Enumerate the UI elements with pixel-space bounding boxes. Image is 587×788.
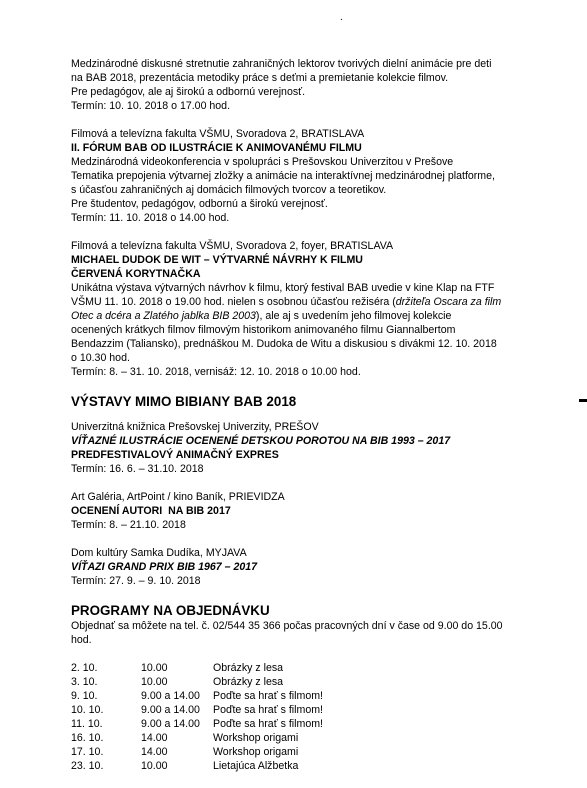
schedule-title: Lietajúca Alžbetka	[213, 760, 299, 772]
programs-schedule	[71, 661, 323, 773]
schedule-title: Poďte sa hrať s filmom!	[213, 690, 323, 702]
table-row	[71, 689, 323, 703]
schedule-date: 17. 10.	[71, 746, 104, 758]
table-row	[71, 717, 323, 731]
dudok-title-2: ČERVENÁ KORYTNAČKA	[71, 268, 201, 280]
dudok-title-1: MICHAEL DUDOK DE WIT – VÝTVARNÉ NÁVRHY K FILMU	[71, 254, 363, 266]
forum-term: Termín: 11. 10. 2018 o 14.00 hod.	[71, 212, 230, 224]
exhibition-title: VÍŤAZI GRAND PRIX BIB 1967 – 2017	[71, 561, 258, 573]
schedule-date: 2. 10.	[71, 662, 98, 674]
schedule-time: 14.00	[141, 732, 168, 744]
dudok-line-2-text: VŠMU 11. 10. 2018 o 19.00 hod. nielen s osobnou účasťou režiséra (	[71, 296, 396, 308]
dudok-line-5: Bendazzim (Taliansko), prednáškou M. Dudoka de Witu a diskusiou s divákmi 12. 10. 2018	[71, 338, 497, 350]
exhibition-venue: Dom kultúry Samka Dudíka, MYJAVA	[71, 547, 247, 559]
schedule-time: 9.00 a 14.00	[141, 718, 200, 730]
table-row	[71, 731, 323, 745]
exhibition-title: VÍŤAZNÉ ILUSTRÁCIE OCENENÉ DETSKOU POROTOU NA BIB 1993 – 2017	[71, 435, 451, 447]
exhibition-subtitle: PREDFESTIVALOVÝ ANIMAČNÝ EXPRES	[71, 449, 279, 461]
table-row	[71, 661, 323, 675]
schedule-time: 10.00	[141, 676, 168, 688]
programs-heading: PROGRAMY NA OBJEDNÁVKU	[71, 603, 270, 618]
schedule-date: 11. 10.	[71, 718, 103, 730]
schedule-title: Obrázky z lesa	[213, 676, 284, 688]
exhibition-prievidza	[71, 490, 576, 532]
table-row	[71, 703, 323, 717]
dudok-line-2	[71, 295, 576, 309]
intro-block	[71, 57, 576, 113]
schedule-title: Obrázky z lesa	[213, 662, 284, 674]
schedule-date: 9. 10.	[71, 690, 98, 702]
schedule-date: 10. 10.	[71, 704, 104, 716]
programs-line-2: hod.	[71, 634, 92, 646]
exhibition-presov	[71, 420, 576, 476]
forum-block	[71, 127, 576, 225]
schedule-title: Workshop origami	[213, 746, 299, 758]
dudok-line-6: o 10.30 hod.	[71, 352, 130, 364]
exhibition-venue: Art Galéria, ArtPoint / kino Baník, PRIEVIDZA	[71, 491, 285, 503]
exhibition-myjava	[71, 546, 576, 588]
intro-line-1: Medzinárodné diskusné stretnutie zahraničných lektorov tvorivých dielní animácie pre deti	[71, 58, 492, 70]
dudok-term: Termín: 8. – 31. 10. 2018, vernisáž: 12. 10. 2018 o 10.00 hod.	[71, 366, 361, 378]
dudok-line-3-italic: Otec a dcéra a Zlatého jablka BIB 2003	[71, 310, 256, 322]
exhibition-venue: Univerzitná knižnica Prešovskej Univerzity, PREŠOV	[71, 421, 319, 433]
table-row	[71, 675, 323, 689]
schedule-title: Workshop origami	[213, 732, 299, 744]
schedule-time: 10.00	[141, 662, 168, 674]
forum-line-2: Tematika prepojenia výtvarnej zložky a animácie na interaktívnej medzinárodnej platforme,	[71, 170, 495, 182]
exhibitions-heading: VÝSTAVY MIMO BIBIANY BAB 2018	[71, 394, 297, 409]
intro-line-2: na BAB 2018, prezentácia metodiky práce s deťmi a premietanie kolekcie filmov.	[71, 72, 449, 84]
dudok-venue: Filmová a televízna fakulta VŠMU, Svoradova 2, foyer, BRATISLAVA	[71, 240, 394, 252]
dudok-line-1: Unikátna výstava výtvarných návrhov k filmu, ktorý festival BAB uvedie v kine Klap na FTF	[71, 282, 495, 294]
programs-line-1: Objednať sa môžete na tel. č. 02/544 35 366 počas pracovných dní v čase od 9.00 do 15.00	[71, 620, 503, 632]
intro-term: Termín: 10. 10. 2018 o 17.00 hod.	[71, 100, 231, 112]
forum-line-3: s účasťou zahraničných aj domácich filmových tvorcov a teoretikov.	[71, 184, 387, 196]
schedule-title: Poďte sa hrať s filmom!	[213, 704, 323, 716]
dudok-line-3	[71, 309, 576, 323]
exhibition-term: Termín: 16. 6. – 31.10. 2018	[71, 463, 204, 475]
table-row	[71, 759, 323, 773]
schedule-time: 14.00	[141, 746, 168, 758]
schedule-time: 9.00 a 14.00	[141, 690, 200, 702]
forum-line-4: Pre študentov, pedagógov, odbornú a širokú verejnosť.	[71, 198, 328, 210]
schedule-time: 9.00 a 14.00	[141, 704, 200, 716]
forum-line-1: Medzinárodná videokonferencia v spolupráci s Prešovskou Univerzitou v Prešove	[71, 156, 454, 168]
margin-marker	[579, 399, 587, 402]
dudok-block	[71, 239, 576, 379]
exhibition-title: OCENENÍ AUTORI NA BIB 2017	[71, 505, 231, 517]
schedule-title: Poďte sa hrať s filmom!	[213, 718, 323, 730]
forum-venue: Filmová a televízna fakulta VŠMU, Svoradova 2, BRATISLAVA	[71, 128, 365, 140]
schedule-date: 16. 10.	[71, 732, 104, 744]
top-mark: .	[340, 12, 343, 23]
exhibition-term: Termín: 27. 9. – 9. 10. 2018	[71, 575, 201, 587]
document-page	[71, 0, 576, 773]
forum-title: II. FÓRUM BAB OD ILUSTRÁCIE K ANIMOVANÉMU FILMU	[71, 142, 362, 154]
dudok-line-4: ocenených krátkych filmov filmovým historikom animovaného filmu Giannalbertom	[71, 324, 456, 336]
dudok-line-2-italic: držiteľa Oscara za film	[395, 296, 502, 308]
schedule-time: 10.00	[141, 760, 168, 772]
schedule-date: 23. 10.	[71, 760, 104, 772]
schedule-date: 3. 10.	[71, 676, 98, 688]
intro-line-3: Pre pedagógov, ale aj širokú a odbornú verejnosť.	[71, 86, 306, 98]
dudok-line-3-text: ), ale aj s uvedením jeho filmovej kolekcie	[255, 310, 452, 322]
exhibition-term: Termín: 8. – 21.10. 2018	[71, 519, 186, 531]
table-row	[71, 745, 323, 759]
